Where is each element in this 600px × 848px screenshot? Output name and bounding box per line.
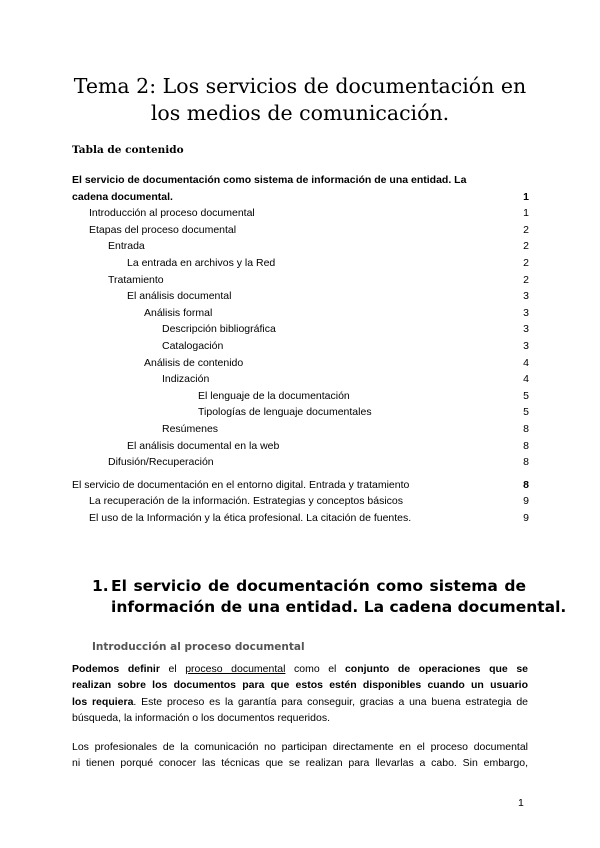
- toc-entry-page: 2: [523, 240, 529, 253]
- toc-entry-text: El servicio de documentación como sistema de información de una entidad. La cadena documental.: [72, 174, 467, 203]
- toc-entry[interactable]: [72, 288, 529, 305]
- toc-entry-page: 3: [523, 339, 529, 352]
- paragraph-line: búsqueda, la información o los documentos requeridos.: [72, 712, 330, 725]
- toc-entry[interactable]: [72, 305, 529, 322]
- paragraph-line: [72, 661, 528, 677]
- toc-entry-text: El servicio de documentación en el entorno digital. Entrada y tratamiento: [72, 478, 410, 491]
- toc-entry-text: Etapas del proceso documental: [89, 223, 237, 236]
- text: como el: [285, 663, 345, 675]
- toc-entry[interactable]: [72, 438, 529, 455]
- toc-entry-text: Tipologías de lenguaje documentales: [198, 406, 372, 419]
- toc-heading: Tabla de contenido: [72, 144, 184, 156]
- toc-entry-page: 9: [523, 495, 529, 508]
- subsection-heading: Introducción al proceso documental: [92, 641, 305, 653]
- section-title-line-1: El servicio de documentación como sistema de: [111, 577, 526, 595]
- toc-entry-page: 3: [523, 306, 529, 319]
- section-title-line-2: información de una entidad. La cadena documental.: [111, 598, 567, 616]
- title-line-2: los medios de comunicación.: [150, 101, 450, 125]
- title-line-1: Tema 2: Los servicios de documentación en: [73, 74, 527, 98]
- toc-entry[interactable]: [72, 388, 529, 405]
- table-of-contents: [72, 172, 529, 526]
- toc-entry-page: 5: [523, 389, 529, 402]
- toc-entry-text: La entrada en archivos y la Red: [127, 256, 276, 269]
- toc-entry-text: Entrada: [108, 240, 145, 253]
- toc-entry-text: Indización: [162, 373, 210, 386]
- toc-entry-text: Difusión/Recuperación: [108, 456, 214, 469]
- toc-entry-text: El análisis documental: [127, 290, 232, 303]
- toc-entry[interactable]: [72, 222, 529, 239]
- toc-entry-page: 1: [523, 190, 529, 203]
- paragraph-line: Los profesionales de la comunicación no participan directamente en el proceso documental: [72, 741, 528, 753]
- toc-entry[interactable]: [72, 371, 529, 388]
- underlined-term: proceso documental: [185, 663, 286, 675]
- toc-entry[interactable]: [72, 338, 529, 355]
- toc-entry[interactable]: [72, 272, 529, 289]
- toc-entry-text: La recuperación de la información. Estrategias y conceptos básicos: [89, 495, 404, 508]
- section-heading: [92, 576, 567, 618]
- toc-entry-text: Catalogación: [162, 339, 224, 352]
- toc-entry-text: Resúmenes: [162, 422, 219, 435]
- toc-entry-page: 8: [523, 456, 529, 469]
- toc-entry-page: 4: [523, 373, 529, 386]
- toc-entry-page: 5: [523, 406, 529, 419]
- text: . Este proceso es la garantía para conseguir, gracias a una buena estrategia de: [133, 695, 529, 708]
- bold-text: realizan sobre los documentos para que estos estén disponibles cuando un usuario: [72, 679, 528, 692]
- toc-entry-page: 3: [523, 323, 529, 336]
- bold-text: conjunto de operaciones que se: [344, 663, 528, 675]
- toc-entry-page: 3: [523, 290, 529, 303]
- toc-entry[interactable]: [72, 404, 529, 421]
- toc-entry-page: 1: [523, 207, 529, 220]
- toc-entry-text: Análisis formal: [144, 306, 213, 319]
- toc-entry-text: El lenguaje de la documentación: [198, 389, 350, 402]
- text: el: [159, 663, 186, 675]
- toc-entry-page: 8: [523, 439, 529, 452]
- toc-entry-page: 9: [523, 511, 529, 524]
- toc-entry[interactable]: [72, 321, 529, 338]
- toc-entry[interactable]: [72, 454, 529, 471]
- toc-entry-page: 4: [523, 356, 529, 369]
- toc-entry[interactable]: [72, 510, 529, 527]
- toc-entry[interactable]: [72, 421, 529, 438]
- toc-entry[interactable]: [72, 355, 529, 372]
- toc-entry-page: 2: [523, 273, 529, 286]
- toc-entry[interactable]: [72, 238, 529, 255]
- toc-entry-text: Descripción bibliográfica: [162, 323, 276, 336]
- toc-entry-page: 8: [523, 478, 529, 491]
- paragraph-line: [72, 677, 528, 693]
- toc-entry[interactable]: [72, 172, 529, 205]
- paragraph-definition: [72, 661, 528, 727]
- bold-text: Podemos definir: [72, 663, 160, 675]
- toc-entry-text: Introducción al proceso documental: [89, 207, 255, 220]
- document-title: [60, 73, 540, 127]
- toc-entry-text: El análisis documental en la web: [127, 439, 280, 452]
- page-number: 1: [518, 797, 524, 809]
- paragraph-line: [72, 694, 528, 710]
- bold-text: los requiera: [72, 695, 134, 708]
- toc-entry-text: Análisis de contenido: [144, 356, 244, 369]
- toc-entry-page: 2: [523, 223, 529, 236]
- toc-entry[interactable]: [72, 255, 529, 272]
- paragraph-line: ni tienen porqué conocer las técnicas que se realizan para llevarlas a cabo. Sin embargo,: [72, 757, 528, 770]
- toc-entry-page: 2: [523, 256, 529, 269]
- section-number: 1.: [92, 577, 109, 595]
- toc-entry-page: 8: [523, 422, 529, 435]
- toc-entry[interactable]: [72, 493, 529, 510]
- toc-entry-text: El uso de la Información y la ética profesional. La citación de fuentes.: [89, 511, 412, 524]
- toc-entry-text: Tratamiento: [108, 273, 164, 286]
- toc-entry[interactable]: [72, 477, 529, 494]
- toc-entry[interactable]: [72, 205, 529, 222]
- paragraph-professionals: [72, 739, 528, 772]
